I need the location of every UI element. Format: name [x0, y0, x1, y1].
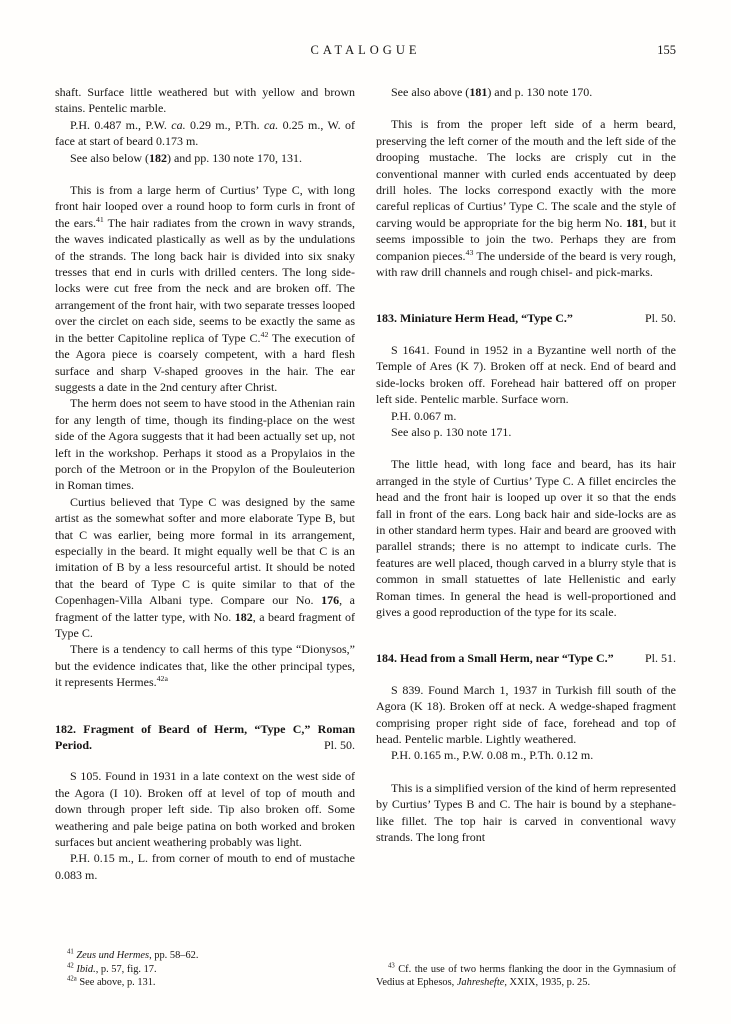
discussion-paragraph: Curtius believed that Type C was designed by the same artist as the somewhat softer and more elaborate Type B, but that C was earlier, being more formal in its arrangement, especially in the beard. It might equally well be that C is an imitation of B by a less resourceful artist. It should be noted that the beard of Type C is quite similar to that of the Copenhagen-Villa Albani type. Compare our No. 176, a fragment of the latter type, with No. 182, a beard fragment of Type C. [55, 494, 356, 640]
entry-heading-184 [376, 650, 676, 666]
page-title: CATALOGUE [310, 43, 421, 57]
plate-reference: Pl. 51. [644, 651, 676, 666]
measurements-paragraph: P.H. 0.15 m., L. from corner of mouth to end of mustache 0.083 m. [55, 851, 355, 882]
footnotes-left [55, 939, 355, 990]
cross-reference-paragraph: See also above (181) and p. 130 note 170. [391, 85, 593, 99]
page-header [55, 42, 676, 60]
footnote-42: $^{42}$ Ibid., p. 57, fig. 17. [67, 962, 157, 975]
measurements-paragraph: P.H. 0.165 m., P.W. 0.08 m., P.Th. 0.12 m. [391, 748, 594, 763]
footnote-43: $^{43}$ Cf. the use of two herms flanking the door in the Gymnasium of Vedius at Ephesos, Jahreshefte, XXIX, 1935, p. 25. [376, 962, 676, 989]
measurements-paragraph: P.H. 0.067 m. [391, 408, 457, 423]
footnotes-right [376, 953, 676, 990]
right-column [376, 84, 676, 990]
entry-heading-182 [55, 721, 355, 754]
discussion-paragraph: The little head, with long face and beard, has its hair arranged in the style of Curtius’ Type C. A fillet encircles the head and the front hair is looped up over it so that the ends fall in front of the ears. Long back hair and side-locks are as in other standard herm types. Hair and beard are grooved with parallel strands; there is no attempt to indicate curls. The features are well placed, though carved in a blurry style that is common in small statuettes of late Hellenistic and early Roman times. In general the head is well-proportioned and gives a good reproduction of the type for its scale. [376, 457, 676, 619]
continuation-paragraph: shaft. Surface little weathered but with yellow and brown stains. Pentelic marble. [55, 85, 355, 116]
discussion-paragraph: This is from a large herm of Curtius’ Type C, with long front hair looped over a round hoop to form curls in front of the ears.$^{41}$ The hair radiates from the crown in wavy strands, the waves indicated plastically as well as by the undulations of the strands. The long back hair is divided into six snaky tresses that end in curls with drilled centers. The long side-locks were cut free from the neck and are broken off. The arrangement of the front hair, with two separate tresses looped over the circlet on each side, seems to be exactly the same as in the better Capitoline replica of Type C.$^{42}$ The execution of the Agora piece is coarsely competent, with a hard flesh surface and sharp V-shaped grooves in the hair. The ear suggests a date in the 2nd century after Christ. [55, 183, 355, 394]
footnote-42a: $^{42a}$ See above, p. 131. [67, 975, 156, 989]
findspot-paragraph: S 1641. Found in 1952 in a Byzantine well north of the Temple of Ares (K 7). Broken off at neck. End of beard and side-locks broken off. Forehead hair battered off on proper left side. Pentelic marble. Surface worn. [376, 342, 676, 407]
discussion-paragraph: This is a simplified version of the kind of herm represented by Curtius’ Types B and C. The hair is bound by a stephane-like fillet. The top hair is carved in conventional wavy strands. The long front [376, 780, 676, 845]
left-column [55, 84, 355, 990]
measurements-paragraph: P.H. 0.487 m., P.W. ca. 0.29 m., P.Th. ca. 0.25 m., W. of face at start of beard 0.173 m. [55, 117, 356, 149]
text-columns [55, 84, 676, 990]
plate-reference: Pl. 50. [323, 738, 355, 753]
discussion-paragraph: The herm does not seem to have stood in the Athenian rain for any length of time, though its finding-place on the west side of the Agora suggests that it had been actually set up, not left in the workshop. Perhaps it stood as a Propylaios in the porch of the Metroon or in the Propylon of the Bouleuterion in Roman times. [55, 396, 355, 493]
entry-title: 184. Head from a Small Herm, near “Type C.” [376, 651, 614, 666]
footnote-41: $^{41}$ Zeus und Hermes, pp. 58–62. [67, 948, 199, 962]
discussion-paragraph: There is a tendency to call herms of this type “Dionysos,” but the evidence indicates that, like the other principal types, it represents Hermes.$^{42a}$ [55, 642, 355, 690]
entry-heading-183 [376, 310, 676, 326]
discussion-paragraph: This is from the proper left side of a herm beard, preserving the left corner of the mouth and the left side of the drooping mustache. The locks are crisply cut in the conventional manner with curled ends accentuated by deep drill holes. The locks correspond exactly with the more careful replicas of Curtius’ Type C. The scale and the style of carving would be appropriate for the big herm No. 181, but it seems impossible to join the two. Perhaps they are from companion pieces.$^{43}$ The underside of the beard is very rough, with raw drill channels and rough chisel- and pick-marks. [376, 117, 676, 280]
cross-reference-paragraph: See also p. 130 note 171. [391, 424, 512, 439]
entry-title: 183. Miniature Herm Head, “Type C.” [376, 311, 573, 326]
findspot-paragraph: S 839. Found March 1, 1937 in Turkish fill south of the Agora (K 18). Broken off at neck. A wedge-shaped fragment comprising proper right side of face, forehead and top of head. Pentelic marble. Lightly weathered. [376, 682, 676, 746]
plate-reference: Pl. 50. [644, 311, 676, 326]
cross-reference-paragraph: See also below (182) and pp. 130 note 170, 131. [70, 150, 302, 165]
findspot-paragraph: S 105. Found in 1931 in a late context on the west side of the Agora (I 10). Broken off at level of top of mouth and down through proper left side. Tip also broken off. Some weathering and pale beige patina on both worked and broken surfaces but ancient weathering probably was light. [55, 769, 355, 850]
page-number: 155 [657, 43, 676, 57]
entry-title: 182. Fragment of Beard of Herm, “Type C,” Roman Period. [55, 721, 355, 753]
